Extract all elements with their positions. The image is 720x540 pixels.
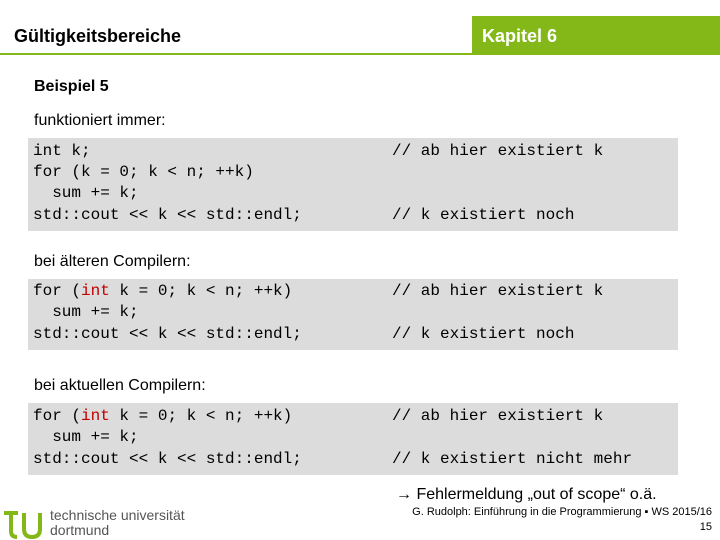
- chapter-badge: [472, 16, 720, 55]
- chapter-label: Kapitel 6: [482, 26, 558, 46]
- section-label-always: funktioniert immer:: [34, 112, 166, 129]
- code-comment: // k existiert noch: [392, 206, 575, 224]
- code-text: std::cout << k << std::endl;: [33, 206, 302, 224]
- code-text: sum += k;: [33, 428, 139, 446]
- section-label-current-compilers: bei aktuellen Compilern:: [34, 377, 206, 394]
- code-line: [28, 324, 678, 345]
- logo-text-line1: technische universität: [50, 507, 185, 523]
- code-text: std::cout << k << std::endl;: [33, 450, 302, 468]
- code-comment: // ab hier existiert k: [392, 142, 604, 160]
- code-text: for (k = 0; k < n; ++k): [33, 163, 254, 181]
- keyword-int: int: [81, 407, 110, 425]
- slide-header: [0, 0, 720, 58]
- code-text: sum += k;: [33, 184, 139, 202]
- code-line: [28, 183, 678, 204]
- slide-title: Gültigkeitsbereiche: [14, 26, 182, 46]
- error-note: → Fehlermeldung „out of scope“ o.ä.: [396, 486, 657, 503]
- code-line: [28, 406, 678, 427]
- code-block-current-compilers: [28, 403, 678, 475]
- footer-credit: G. Rudolph: Einführung in die Programmierung ▪ WS 2015/16: [412, 506, 712, 518]
- code-text: int k;: [33, 142, 91, 160]
- code-block-always: [28, 138, 678, 231]
- code-line: [28, 427, 678, 448]
- code-line: [28, 302, 678, 323]
- code-line: [28, 281, 678, 302]
- code-comment: // k existiert noch: [392, 325, 575, 343]
- section-label-older-compilers: bei älteren Compilern:: [34, 253, 191, 270]
- code-line: [28, 449, 678, 470]
- university-logo: [0, 503, 200, 540]
- code-comment: // k existiert nicht mehr: [392, 450, 633, 468]
- logo-text-line2: dortmund: [50, 522, 110, 538]
- code-block-older-compilers: [28, 279, 678, 350]
- code-text: sum += k;: [33, 303, 139, 321]
- code-comment: // ab hier existiert k: [392, 407, 604, 425]
- page-number: 15: [699, 521, 712, 533]
- keyword-int: int: [81, 282, 110, 300]
- code-text: for (int k = 0; k < n; ++k): [33, 282, 293, 300]
- code-comment: // ab hier existiert k: [392, 282, 604, 300]
- tu-logo-icon: [2, 507, 46, 539]
- code-text: std::cout << k << std::endl;: [33, 325, 302, 343]
- example-title: Beispiel 5: [34, 78, 109, 95]
- code-line: [28, 141, 678, 162]
- code-line: [28, 205, 678, 226]
- code-text: for (int k = 0; k < n; ++k): [33, 407, 293, 425]
- code-line: [28, 162, 678, 183]
